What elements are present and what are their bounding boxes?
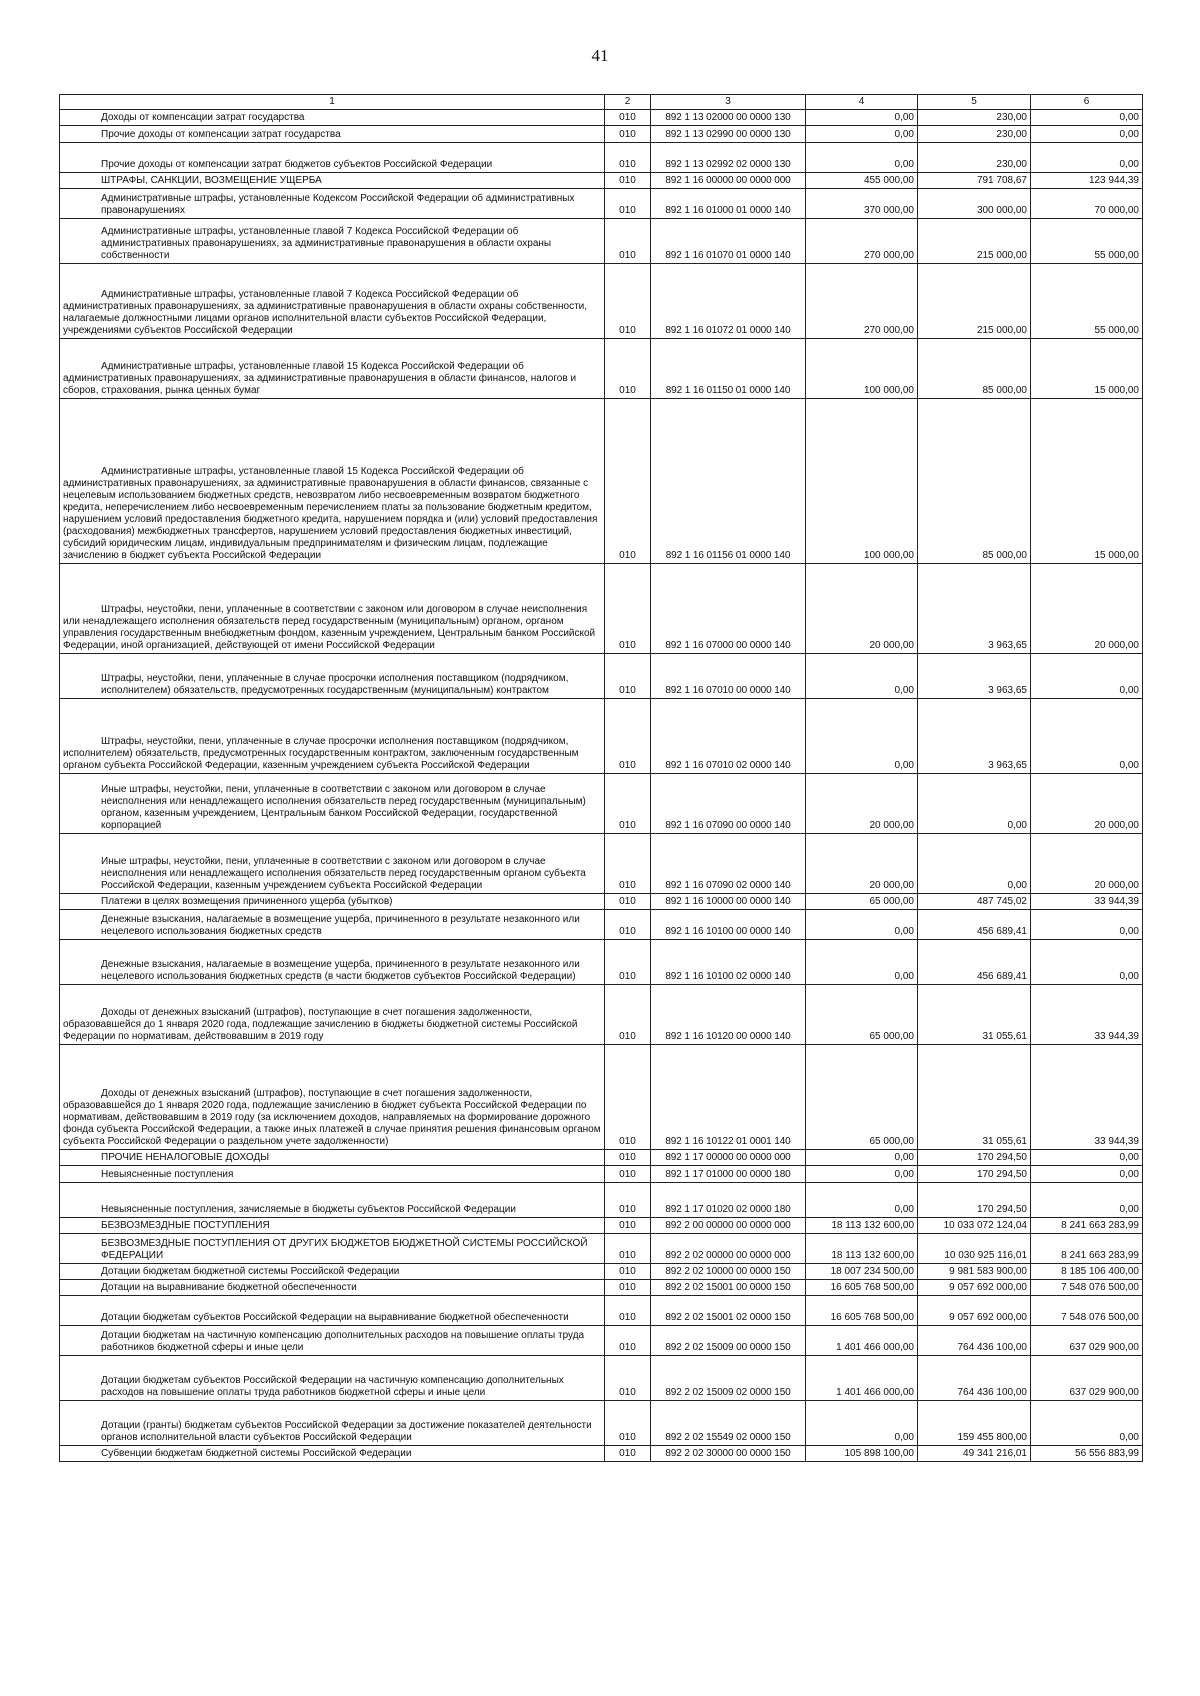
row-value-col5: 85 000,00 — [918, 399, 1031, 564]
row-value-col5: 31 055,61 — [918, 985, 1031, 1045]
row-value-col5: 170 294,50 — [918, 1183, 1031, 1218]
row-budget-code: 892 1 16 10000 00 0000 140 — [651, 894, 806, 910]
row-value-col4: 0,00 — [806, 910, 918, 940]
row-description-text: Административные штрафы, установленные главой 15 Кодекса Российской Федерации об административных правонарушениях, за административные правонарушения в области финансов, налогов и сборов, страхования, рынка ценных бумаг — [63, 361, 577, 396]
row-value-col4: 20 000,00 — [806, 564, 918, 654]
row-code: 010 — [605, 1280, 651, 1296]
row-code: 010 — [605, 834, 651, 894]
row-description — [60, 1183, 605, 1218]
row-description — [60, 264, 605, 339]
table-row — [60, 219, 1143, 264]
row-description-text: Иные штрафы, неустойки, пени, уплаченные в соответствии с законом или договором в случае неисполнения или ненадлежащего исполнения обязательств перед государственным (муниципальным) органом, казенным учреждением, Центральным банком Российской Федерации, государственной корпорацией — [101, 784, 586, 831]
row-value-col5: 215 000,00 — [918, 219, 1031, 264]
row-description-text: Административные штрафы, установленные главой 15 Кодекса Российской Федерации об административных правонарушениях, за административные правонарушения в области финансов, связанные с нецелевым использованием бюджетных средств, невозвратом либо несвоевременным возвратом бюджетного кредита, неперечислением либо несвоевременным перечислением платы за пользование бюджетным кредитом, нарушением условий предоставления бюджетного кредита, нарушением порядка и (или) условий предоставления (расходования) межбюджетных трансфертов, нарушением условий предоставления бюджетных инвестиций, субсидий юридическим лицам, индивидуальным предпринимателям и физическим лицам, подлежащие зачислению в бюджет субъекта Российской Федерации — [63, 466, 598, 561]
table-row — [60, 189, 1143, 219]
row-value-col6: 55 000,00 — [1031, 219, 1143, 264]
row-budget-code: 892 1 16 10100 02 0000 140 — [651, 940, 806, 985]
row-code: 010 — [605, 219, 651, 264]
row-value-col5: 456 689,41 — [918, 910, 1031, 940]
row-description-text: ПРОЧИЕ НЕНАЛОГОВЫЕ ДОХОДЫ — [101, 1152, 270, 1163]
row-code: 010 — [605, 654, 651, 699]
row-description — [60, 126, 605, 143]
row-description — [60, 985, 605, 1045]
row-code: 010 — [605, 189, 651, 219]
row-budget-code: 892 1 16 07090 02 0000 140 — [651, 834, 806, 894]
row-budget-code: 892 1 17 01000 00 0000 180 — [651, 1166, 806, 1183]
row-value-col5: 9 981 583 900,00 — [918, 1264, 1031, 1280]
row-budget-code: 892 2 00 00000 00 0000 000 — [651, 1218, 806, 1234]
row-value-col6: 0,00 — [1031, 1166, 1143, 1183]
table-row — [60, 1356, 1143, 1401]
row-value-col6: 55 000,00 — [1031, 264, 1143, 339]
row-description-text: Невыясненные поступления — [101, 1169, 234, 1180]
table-row — [60, 1401, 1143, 1446]
row-value-col4: 1 401 466 000,00 — [806, 1356, 918, 1401]
row-description-text: Невыясненные поступления, зачисляемые в бюджеты субъектов Российской Федерации — [101, 1204, 516, 1215]
row-description-text: Административные штрафы, установленные главой 7 Кодекса Российской Федерации об административных правонарушениях, за административные правонарушения в области охраны собственности, налагаемые должностными лицами органов исполнительной власти субъектов Российской Федерации, учреждениями субъектов Российской Федерации — [63, 289, 588, 336]
row-value-col4: 65 000,00 — [806, 985, 918, 1045]
row-value-col5: 170 294,50 — [918, 1150, 1031, 1166]
table-row — [60, 1183, 1143, 1218]
row-code: 010 — [605, 1296, 651, 1326]
row-value-col5: 230,00 — [918, 126, 1031, 143]
row-budget-code: 892 1 13 02000 00 0000 130 — [651, 110, 806, 126]
row-description-text: Доходы от денежных взысканий (штрафов), поступающие в счет погашения задолженности, образовавшейся до 1 января 2020 года, подлежащие зачислению в бюджет субъекта Российской Федерации по нормативам, действовавшим в 2019 году (за исключением доходов, направляемых на формирование дорожного фонда субъекта Российской Федерации, а также иных платежей в случае принятия решения финансовым органом субъекта Российской Федерации о раздельном учете задолженности) — [63, 1088, 601, 1147]
table-row — [60, 264, 1143, 339]
table-row — [60, 654, 1143, 699]
row-description — [60, 399, 605, 564]
row-budget-code: 892 2 02 15009 00 0000 150 — [651, 1326, 806, 1356]
row-value-col5: 230,00 — [918, 110, 1031, 126]
row-value-col6: 20 000,00 — [1031, 834, 1143, 894]
row-code: 010 — [605, 699, 651, 774]
row-value-col6: 33 944,39 — [1031, 894, 1143, 910]
row-value-col4: 0,00 — [806, 1401, 918, 1446]
table-row — [60, 1150, 1143, 1166]
row-description-text: Дотации (гранты) бюджетам субъектов Российской Федерации за достижение показателей деятельности органов исполнительной власти субъектов Российской Федерации — [101, 1420, 592, 1443]
row-budget-code: 892 2 02 00000 00 0000 000 — [651, 1234, 806, 1264]
row-value-col6: 0,00 — [1031, 1183, 1143, 1218]
row-description — [60, 143, 605, 173]
row-value-col6: 637 029 900,00 — [1031, 1326, 1143, 1356]
row-budget-code: 892 2 02 30000 00 0000 150 — [651, 1446, 806, 1462]
row-description-text: Административные штрафы, установленные главой 7 Кодекса Российской Федерации об административных правонарушениях, за административные правонарушения в области охраны собственности — [101, 226, 552, 261]
row-code: 010 — [605, 894, 651, 910]
row-value-col5: 3 963,65 — [918, 564, 1031, 654]
row-description-text: Прочие доходы от компенсации затрат государства — [101, 129, 341, 140]
row-value-col4: 100 000,00 — [806, 339, 918, 399]
row-value-col4: 0,00 — [806, 1166, 918, 1183]
row-value-col6: 0,00 — [1031, 110, 1143, 126]
row-value-col6: 56 556 883,99 — [1031, 1446, 1143, 1462]
row-value-col5: 9 057 692 000,00 — [918, 1296, 1031, 1326]
table-row — [60, 774, 1143, 834]
row-description-text: Штрафы, неустойки, пени, уплаченные в соответствии с законом или договором в случае неисполнения или ненадлежащего исполнения обязательств перед государственным (муниципальным) органом, органом управления государственным внебюджетным фондом, казенным учреждением, Центральным банком Российской Федерации, иной организацией, действующей от имени Российской Федерации — [63, 604, 596, 651]
row-budget-code: 892 1 16 00000 00 0000 000 — [651, 173, 806, 189]
row-budget-code: 892 1 16 07010 00 0000 140 — [651, 654, 806, 699]
header-col-1: 1 — [60, 95, 605, 110]
row-budget-code: 892 1 16 07000 00 0000 140 — [651, 564, 806, 654]
row-value-col4: 105 898 100,00 — [806, 1446, 918, 1462]
row-value-col6: 8 241 663 283,99 — [1031, 1218, 1143, 1234]
row-description — [60, 1218, 605, 1234]
row-value-col6: 0,00 — [1031, 910, 1143, 940]
row-description-text: Штрафы, неустойки, пени, уплаченные в случае просрочки исполнения поставщиком (подрядчиком, исполнителем) обязательств, предусмотренных государственным контрактом, заключенным государственным органом субъекта Российской Федерации, казенным учреждением субъекта Российской Федерации — [63, 736, 579, 771]
row-value-col4: 18 113 132 600,00 — [806, 1234, 918, 1264]
row-description — [60, 1264, 605, 1280]
table-row — [60, 910, 1143, 940]
row-description — [60, 654, 605, 699]
row-value-col4: 0,00 — [806, 143, 918, 173]
row-code: 010 — [605, 910, 651, 940]
row-value-col6: 0,00 — [1031, 1401, 1143, 1446]
table-row — [60, 173, 1143, 189]
row-value-col5: 0,00 — [918, 774, 1031, 834]
table-row — [60, 339, 1143, 399]
row-description-text: Доходы от денежных взысканий (штрафов), поступающие в счет погашения задолженности, образовавшейся до 1 января 2020 года, подлежащие зачислению в бюджеты бюджетной системы Российской Федерации по нормативам, действовавшим в 2019 году — [63, 1007, 578, 1042]
row-value-col5: 791 708,67 — [918, 173, 1031, 189]
row-description-text: Дотации бюджетам бюджетной системы Российской Федерации — [101, 1266, 400, 1277]
header-col-6: 6 — [1031, 95, 1143, 110]
row-value-col4: 20 000,00 — [806, 834, 918, 894]
row-code: 010 — [605, 1356, 651, 1401]
row-value-col4: 100 000,00 — [806, 399, 918, 564]
row-description — [60, 110, 605, 126]
row-description-text: Доходы от компенсации затрат государства — [101, 112, 305, 123]
row-budget-code: 892 1 16 10120 00 0000 140 — [651, 985, 806, 1045]
row-budget-code: 892 1 16 10122 01 0001 140 — [651, 1045, 806, 1150]
row-value-col4: 0,00 — [806, 110, 918, 126]
table-row — [60, 985, 1143, 1045]
row-budget-code: 892 1 16 07010 02 0000 140 — [651, 699, 806, 774]
row-value-col6: 123 944,39 — [1031, 173, 1143, 189]
row-value-col6: 0,00 — [1031, 654, 1143, 699]
row-description-text: Денежные взыскания, налагаемые в возмещение ущерба, причиненного в результате незаконного или нецелевого использования бюджетных средств (в части бюджетов субъектов Российской Федерации) — [101, 959, 580, 982]
row-description-text: Дотации бюджетам субъектов Российской Федерации на частичную компенсацию дополнительных расходов на повышение оплаты труда работников бюджетной сферы и иные цели — [101, 1375, 564, 1398]
row-description — [60, 1280, 605, 1296]
table-row — [60, 1218, 1143, 1234]
row-value-col6: 33 944,39 — [1031, 985, 1143, 1045]
table-row — [60, 126, 1143, 143]
row-value-col4: 455 000,00 — [806, 173, 918, 189]
row-value-col4: 65 000,00 — [806, 894, 918, 910]
row-value-col6: 0,00 — [1031, 940, 1143, 985]
row-budget-code: 892 2 02 10000 00 0000 150 — [651, 1264, 806, 1280]
row-description-text: Субвенции бюджетам бюджетной системы Российской Федерации — [101, 1448, 412, 1459]
row-value-col4: 0,00 — [806, 654, 918, 699]
row-value-col4: 0,00 — [806, 940, 918, 985]
header-col-4: 4 — [806, 95, 918, 110]
row-description-text: ШТРАФЫ, САНКЦИИ, ВОЗМЕЩЕНИЕ УЩЕРБА — [101, 175, 322, 186]
row-description — [60, 219, 605, 264]
row-value-col6: 15 000,00 — [1031, 399, 1143, 564]
row-value-col6: 33 944,39 — [1031, 1045, 1143, 1150]
row-description — [60, 189, 605, 219]
row-value-col4: 0,00 — [806, 699, 918, 774]
row-code: 010 — [605, 774, 651, 834]
row-value-col5: 49 341 216,01 — [918, 1446, 1031, 1462]
row-description — [60, 1356, 605, 1401]
row-description-text: Денежные взыскания, налагаемые в возмещение ущерба, причиненного в результате незаконного или нецелевого использования бюджетных средств — [101, 914, 580, 937]
row-code: 010 — [605, 1446, 651, 1462]
table-row — [60, 1280, 1143, 1296]
row-description-text: БЕЗВОЗМЕЗДНЫЕ ПОСТУПЛЕНИЯ — [101, 1220, 270, 1231]
revenue-table — [59, 94, 1143, 1462]
row-budget-code: 892 1 16 01150 01 0000 140 — [651, 339, 806, 399]
row-value-col5: 487 745,02 — [918, 894, 1031, 910]
table-row — [60, 1326, 1143, 1356]
row-budget-code: 892 2 02 15009 02 0000 150 — [651, 1356, 806, 1401]
row-description — [60, 1296, 605, 1326]
row-value-col4: 0,00 — [806, 1150, 918, 1166]
table-row — [60, 1234, 1143, 1264]
row-budget-code: 892 1 16 01072 01 0000 140 — [651, 264, 806, 339]
row-code: 010 — [605, 1401, 651, 1446]
table-row — [60, 940, 1143, 985]
row-description — [60, 910, 605, 940]
row-value-col5: 159 455 800,00 — [918, 1401, 1031, 1446]
row-code: 010 — [605, 1150, 651, 1166]
row-value-col6: 0,00 — [1031, 1150, 1143, 1166]
row-description — [60, 894, 605, 910]
row-budget-code: 892 1 16 10100 00 0000 140 — [651, 910, 806, 940]
row-value-col4: 270 000,00 — [806, 264, 918, 339]
row-description — [60, 173, 605, 189]
row-code: 010 — [605, 985, 651, 1045]
table-row — [60, 894, 1143, 910]
row-value-col5: 85 000,00 — [918, 339, 1031, 399]
row-value-col6: 8 241 663 283,99 — [1031, 1234, 1143, 1264]
row-description-text: Дотации на выравнивание бюджетной обеспеченности — [101, 1282, 357, 1293]
row-value-col5: 0,00 — [918, 834, 1031, 894]
row-description-text: Иные штрафы, неустойки, пени, уплаченные в соответствии с законом или договором в случае неисполнения или ненадлежащего исполнения обязательств перед государственным органом субъекта Российской Федерации, казенным учреждением субъекта Российской Федерации — [101, 856, 586, 891]
row-budget-code: 892 2 02 15549 02 0000 150 — [651, 1401, 806, 1446]
table-header-row — [60, 95, 1143, 110]
row-value-col5: 456 689,41 — [918, 940, 1031, 985]
row-value-col4: 20 000,00 — [806, 774, 918, 834]
row-description — [60, 564, 605, 654]
row-description-text: Дотации бюджетам на частичную компенсацию дополнительных расходов на повышение оплаты труда работников бюджетной сферы и иные цели — [101, 1330, 585, 1353]
row-code: 010 — [605, 940, 651, 985]
row-code: 010 — [605, 1326, 651, 1356]
row-budget-code: 892 1 17 01020 02 0000 180 — [651, 1183, 806, 1218]
row-description-text: Платежи в целях возмещения причиненного ущерба (убытков) — [101, 896, 393, 907]
row-value-col5: 10 030 925 116,01 — [918, 1234, 1031, 1264]
row-value-col6: 7 548 076 500,00 — [1031, 1296, 1143, 1326]
row-description — [60, 1234, 605, 1264]
row-value-col6: 0,00 — [1031, 126, 1143, 143]
row-value-col4: 1 401 466 000,00 — [806, 1326, 918, 1356]
row-code: 010 — [605, 126, 651, 143]
row-value-col5: 230,00 — [918, 143, 1031, 173]
table-row — [60, 1045, 1143, 1150]
row-budget-code: 892 1 16 01156 01 0000 140 — [651, 399, 806, 564]
row-description-text: Дотации бюджетам субъектов Российской Федерации на выравнивание бюджетной обеспеченности — [101, 1312, 569, 1323]
row-value-col5: 764 436 100,00 — [918, 1326, 1031, 1356]
row-value-col4: 270 000,00 — [806, 219, 918, 264]
row-value-col4: 16 605 768 500,00 — [806, 1280, 918, 1296]
row-description — [60, 1166, 605, 1183]
row-value-col5: 215 000,00 — [918, 264, 1031, 339]
row-budget-code: 892 1 17 00000 00 0000 000 — [651, 1150, 806, 1166]
row-value-col5: 3 963,65 — [918, 654, 1031, 699]
row-value-col6: 20 000,00 — [1031, 564, 1143, 654]
row-description — [60, 1045, 605, 1150]
row-code: 010 — [605, 1264, 651, 1280]
row-code: 010 — [605, 339, 651, 399]
header-col-3: 3 — [651, 95, 806, 110]
table-row — [60, 110, 1143, 126]
row-description — [60, 1326, 605, 1356]
row-value-col5: 170 294,50 — [918, 1166, 1031, 1183]
row-value-col4: 16 605 768 500,00 — [806, 1296, 918, 1326]
row-code: 010 — [605, 110, 651, 126]
row-description — [60, 699, 605, 774]
row-value-col4: 18 007 234 500,00 — [806, 1264, 918, 1280]
table-row — [60, 399, 1143, 564]
table-row — [60, 1264, 1143, 1280]
row-code: 010 — [605, 399, 651, 564]
row-value-col6: 0,00 — [1031, 699, 1143, 774]
row-code: 010 — [605, 1234, 651, 1264]
table-row — [60, 1166, 1143, 1183]
header-col-5: 5 — [918, 95, 1031, 110]
table-row — [60, 1446, 1143, 1462]
row-value-col4: 0,00 — [806, 1183, 918, 1218]
page-number: 41 — [591, 46, 609, 65]
row-description-text: БЕЗВОЗМЕЗДНЫЕ ПОСТУПЛЕНИЯ ОТ ДРУГИХ БЮДЖЕТОВ БЮДЖЕТНОЙ СИСТЕМЫ РОССИЙСКОЙ ФЕДЕРАЦИИ — [101, 1238, 588, 1261]
row-description — [60, 774, 605, 834]
row-value-col6: 7 548 076 500,00 — [1031, 1280, 1143, 1296]
row-code: 010 — [605, 173, 651, 189]
row-budget-code: 892 1 16 01070 01 0000 140 — [651, 219, 806, 264]
row-description — [60, 1446, 605, 1462]
table-row — [60, 834, 1143, 894]
row-budget-code: 892 1 13 02992 02 0000 130 — [651, 143, 806, 173]
header-col-2: 2 — [605, 95, 651, 110]
row-value-col5: 300 000,00 — [918, 189, 1031, 219]
row-code: 010 — [605, 1218, 651, 1234]
row-budget-code: 892 1 13 02990 00 0000 130 — [651, 126, 806, 143]
row-budget-code: 892 1 16 07090 00 0000 140 — [651, 774, 806, 834]
row-description-text: Административные штрафы, установленные Кодексом Российской Федерации об административных правонарушениях — [101, 193, 575, 216]
row-description — [60, 940, 605, 985]
row-code: 010 — [605, 1166, 651, 1183]
row-value-col4: 65 000,00 — [806, 1045, 918, 1150]
row-value-col5: 9 057 692 000,00 — [918, 1280, 1031, 1296]
row-description-text: Штрафы, неустойки, пени, уплаченные в случае просрочки исполнения поставщиком (подрядчиком, исполнителем) обязательств, предусмотренных государственным (муниципальным) контрактом — [101, 673, 569, 696]
row-code: 010 — [605, 1045, 651, 1150]
row-value-col6: 20 000,00 — [1031, 774, 1143, 834]
row-description — [60, 834, 605, 894]
row-description — [60, 1150, 605, 1166]
row-code: 010 — [605, 264, 651, 339]
table-row — [60, 1296, 1143, 1326]
row-value-col4: 18 113 132 600,00 — [806, 1218, 918, 1234]
row-value-col5: 3 963,65 — [918, 699, 1031, 774]
row-description — [60, 339, 605, 399]
row-value-col6: 15 000,00 — [1031, 339, 1143, 399]
row-value-col6: 637 029 900,00 — [1031, 1356, 1143, 1401]
row-budget-code: 892 2 02 15001 02 0000 150 — [651, 1296, 806, 1326]
row-description-text: Прочие доходы от компенсации затрат бюджетов субъектов Российской Федерации — [101, 159, 493, 170]
row-code: 010 — [605, 564, 651, 654]
row-value-col5: 31 055,61 — [918, 1045, 1031, 1150]
row-budget-code: 892 1 16 01000 01 0000 140 — [651, 189, 806, 219]
row-value-col4: 0,00 — [806, 126, 918, 143]
table-row — [60, 699, 1143, 774]
row-value-col5: 764 436 100,00 — [918, 1356, 1031, 1401]
row-value-col6: 70 000,00 — [1031, 189, 1143, 219]
table-row — [60, 143, 1143, 173]
table-row — [60, 564, 1143, 654]
row-value-col6: 0,00 — [1031, 143, 1143, 173]
row-code: 010 — [605, 1183, 651, 1218]
row-budget-code: 892 2 02 15001 00 0000 150 — [651, 1280, 806, 1296]
row-code: 010 — [605, 143, 651, 173]
row-value-col5: 10 033 072 124,04 — [918, 1218, 1031, 1234]
row-description — [60, 1401, 605, 1446]
row-value-col6: 8 185 106 400,00 — [1031, 1264, 1143, 1280]
row-value-col4: 370 000,00 — [806, 189, 918, 219]
